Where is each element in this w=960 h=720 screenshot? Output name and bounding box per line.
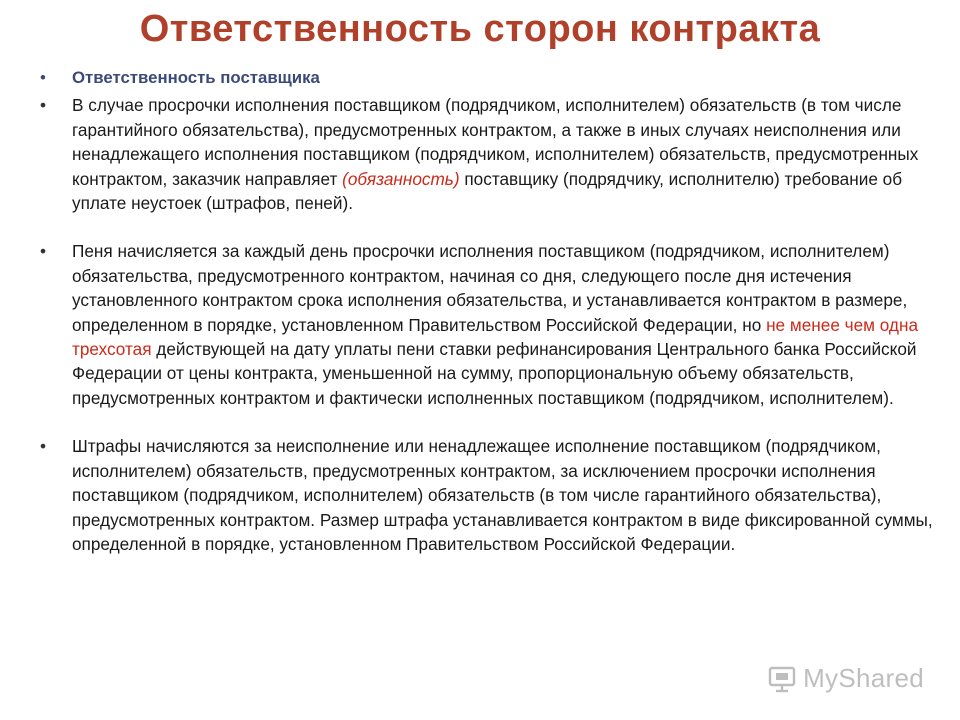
bullet-list <box>40 66 940 556</box>
projector-screen-icon <box>767 664 797 694</box>
bullet-text-cont: поставщику (подрядчику, исполнителю) требование об уплате неустоек (штрафов, пеней). <box>72 168 903 214</box>
bullet-text: Штрафы начисляются за неисполнение или ненадлежащее исполнение поставщиком (подрядчиком, исполнителем) обязательств, предусмотренных контрактом, за исключением просрочки исполнения поставщиком (подрядчиком, исполнителем) обязательств (в том числе гарантийного обязательства), предусмотренных контрактом. Размер штрафа устанавливается контрактом в виде фиксированной суммы, определенной в порядке, установленном Правительством Российской Федерации. <box>72 436 933 554</box>
bullet-supplier-responsibility <box>40 66 940 90</box>
bullet-text: Ответственность поставщика <box>72 68 320 87</box>
bullet-text: Пеня начисляется за каждый день просрочки исполнения поставщиком (подрядчиком, исполнителем) обязательства, предусмотренного контрактом, начиная со дня, следующего после дня истечения установленного контрактом срока исполнения обязательства, и устанавливается контрактом в размере, определенном в порядке, установленном Правительством Российской Федерации, но <box>72 241 908 335</box>
bullet-fines <box>40 434 940 556</box>
highlight-min-rate: не менее чем одна трехсотая <box>72 314 919 360</box>
bullet-marker: • <box>40 95 47 116</box>
watermark <box>767 663 924 694</box>
bullet-marker: • <box>40 436 47 457</box>
highlight-obligation: (обязанность) <box>342 168 460 189</box>
bullet-marker: • <box>40 68 46 87</box>
bullet-text: В случае просрочки исполнения поставщиком (подрядчиком, исполнителем) обязательств (в том числе гарантийного обязательства), предусмотренных контрактом, а также в иных случаях неисполнения или ненадлежащего исполнения поставщиком (подрядчиком, исполнителем) обязательств, предусмотренных контрактом, заказчик направляет <box>72 95 919 189</box>
bullet-marker: • <box>40 241 47 262</box>
bullet-penalty <box>40 239 940 410</box>
slide-title: Ответственность сторон контракта <box>139 8 821 50</box>
bullet-text-cont: действующей на дату уплаты пени ставки рефинансирования Центрального банка Российской Федерации от цены контракта, уменьшенной на сумму, пропорциональную объему обязательств, предусмотренных контрактом и фактически исполненных поставщиком (подрядчиком, исполнителем). <box>72 339 917 408</box>
watermark-text: MyShared <box>803 663 924 693</box>
bullet-delay-claim <box>40 93 940 215</box>
